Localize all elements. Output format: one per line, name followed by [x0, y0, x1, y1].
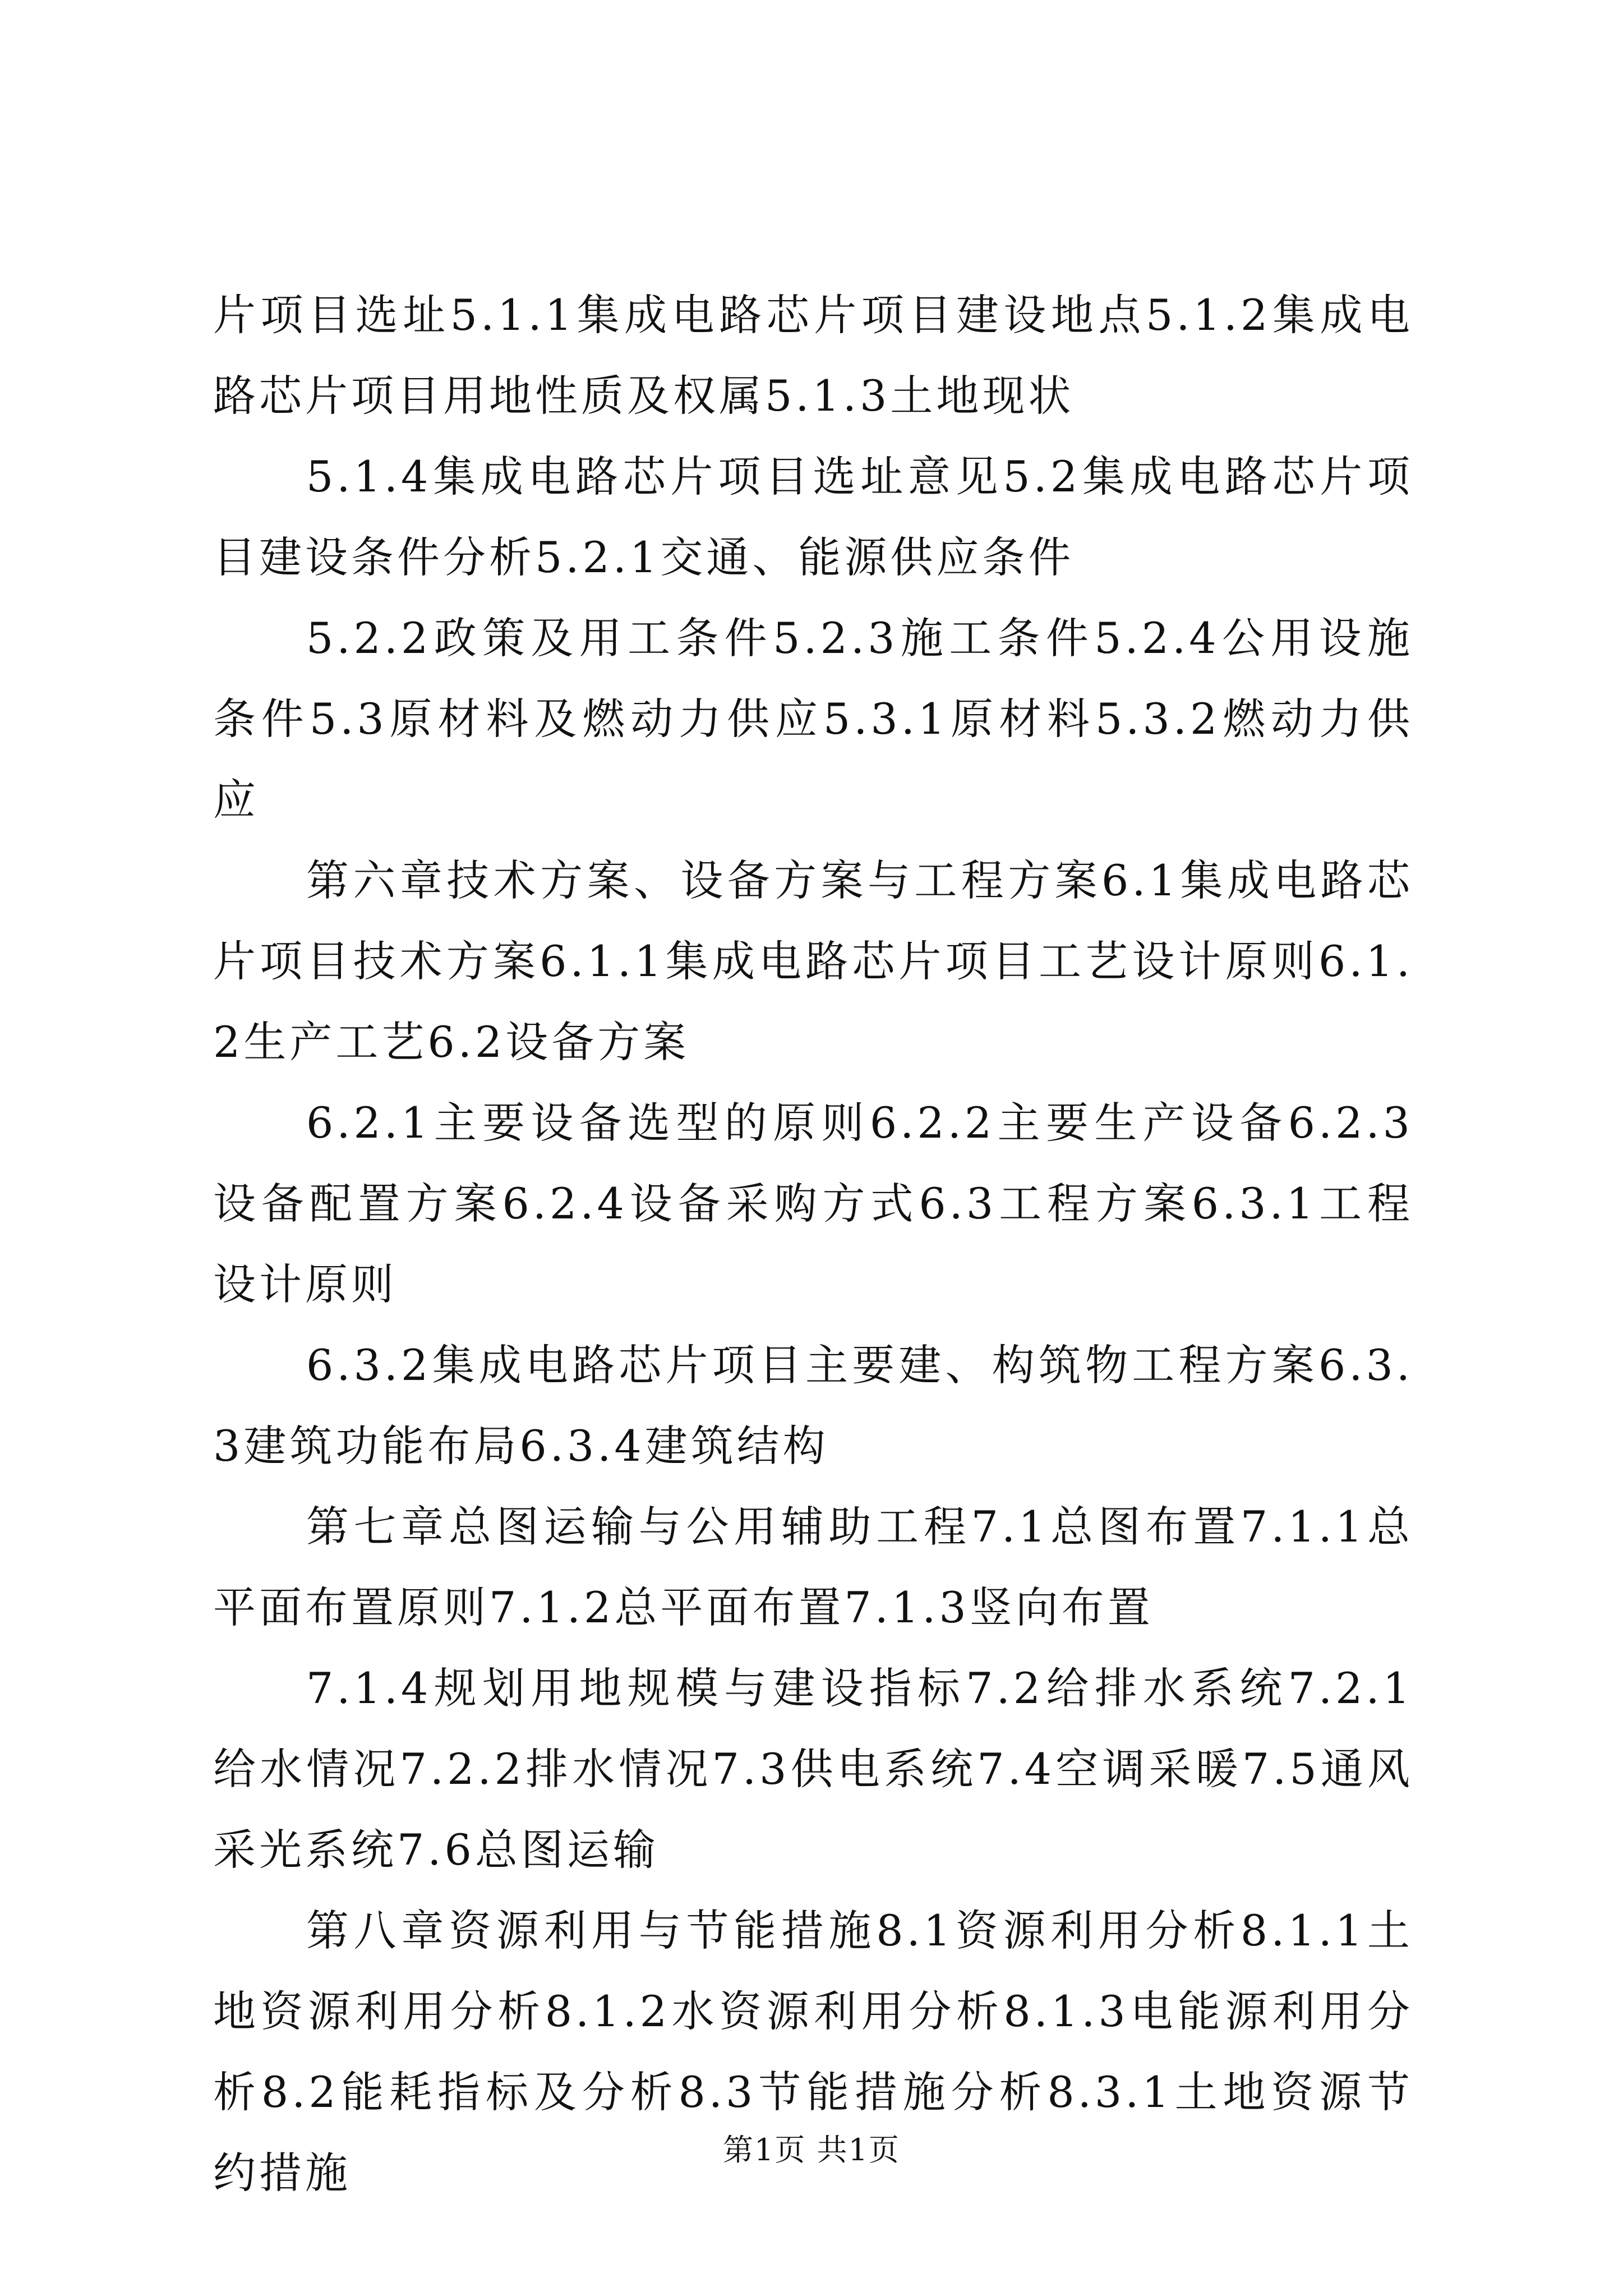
paragraph-1: 片项目选址5.1.1集成电路芯片项目建设地点5.1.2集成电路芯片项目用地性质及权属5.1.3土地现状	[213, 290, 1413, 421]
paragraph-2: 5.1.4集成电路芯片项目选址意见5.2集成电路芯片项目建设条件分析5.2.1交通、能源供应条件	[213, 452, 1413, 582]
paragraph-3: 5.2.2政策及用工条件5.2.3施工条件5.2.4公用设施条件5.3原材料及燃动力供应5.3.1原材料5.3.2燃动力供应	[213, 613, 1413, 825]
document-body	[213, 275, 1413, 2214]
paragraph-4: 第六章技术方案、设备方案与工程方案6.1集成电路芯片项目技术方案6.1.1集成电路芯片项目工艺设计原则6.1.2生产工艺6.2设备方案	[213, 855, 1413, 1067]
page-footer: 第1页 共1页	[723, 2132, 900, 2168]
paragraph-8: 7.1.4规划用地规模与建设指标7.2给排水系统7.2.1给水情况7.2.2排水情况7.3供电系统7.4空调采暖7.5通风采光系统7.6总图运输	[213, 1663, 1413, 1875]
paragraph-9: 第八章资源利用与节能措施8.1资源利用分析8.1.1土地资源利用分析8.1.2水资源利用分析8.1.3电能源利用分析8.2能耗指标及分析8.3节能措施分析8.3.1土地资源节约措施	[213, 1906, 1413, 2198]
paragraph-5: 6.2.1主要设备选型的原则6.2.2主要生产设备6.2.3设备配置方案6.2.4设备采购方式6.3工程方案6.3.1工程设计原则	[213, 1098, 1413, 1309]
paragraph-7: 第七章总图运输与公用辅助工程7.1总图布置7.1.1总平面布置原则7.1.2总平面布置7.1.3竖向布置	[213, 1502, 1413, 1632]
paragraph-6: 6.3.2集成电路芯片项目主要建、构筑物工程方案6.3.3建筑功能布局6.3.4建筑结构	[213, 1340, 1413, 1471]
